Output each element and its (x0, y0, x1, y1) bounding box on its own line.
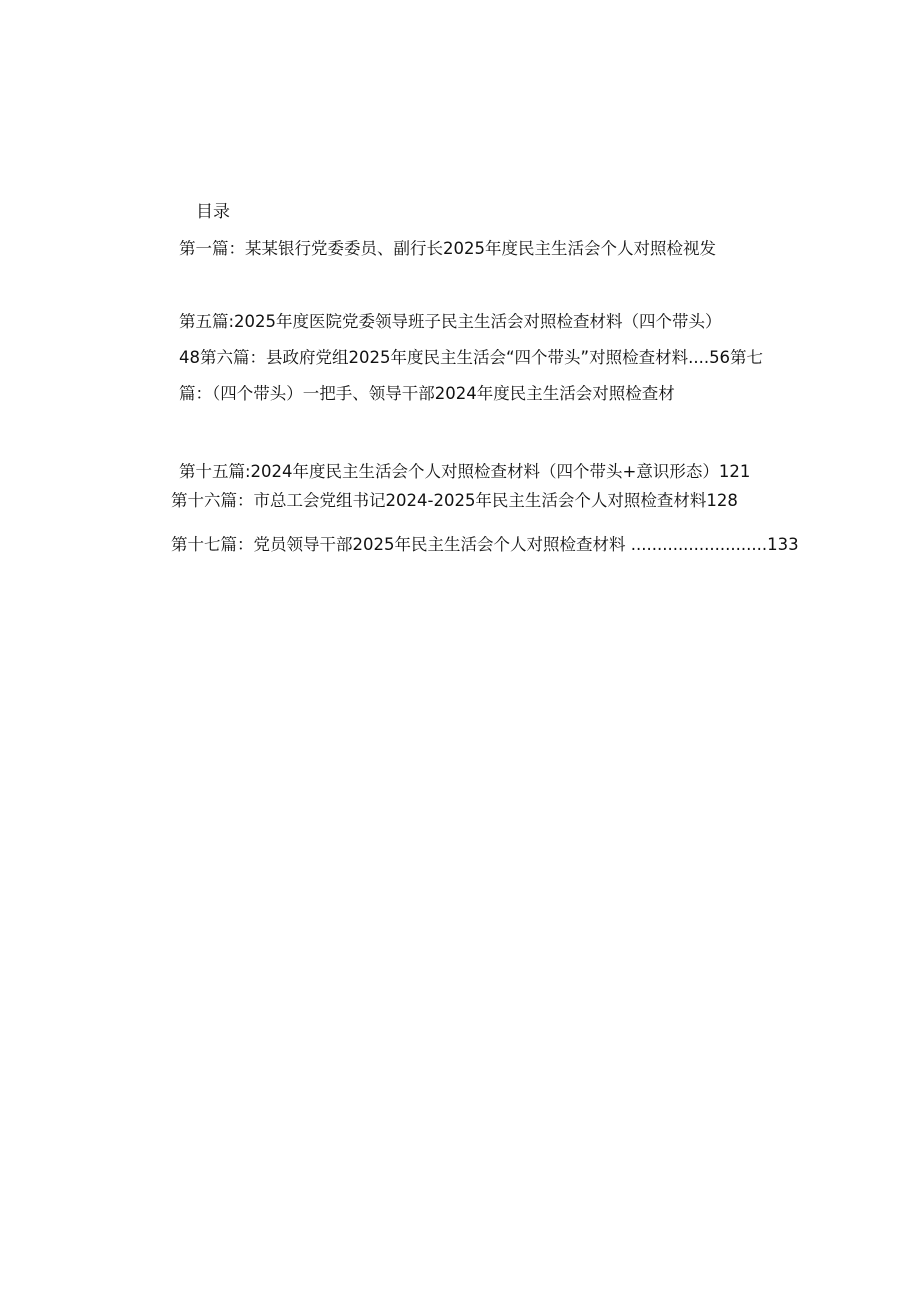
toc-entry-1[interactable]: 第一篇：某某银行党委委员、副行长2025年度民主生活会个人对照检视发 (179, 239, 716, 258)
toc-entry-15[interactable]: 第十五篇:2024年度民主生活会个人对照检查材料（四个带头+意识形态）121 (179, 462, 751, 481)
toc-entry-17[interactable]: 第十七篇：党员领导干部2025年民主生活会个人对照检查材料 ..........................133 (171, 535, 799, 554)
toc-entry-16[interactable]: 第十六篇：市总工会党组书记2024-2025年民主生活会个人对照检查材料128 (171, 491, 738, 510)
toc-entry-5[interactable]: 第五篇:2025年度医院党委领导班子民主生活会对照检查材料（四个带头） (179, 312, 722, 331)
toc-title: 目录 (196, 202, 230, 222)
toc-entry-7[interactable]: 篇：（四个带头）一把手、领导干部2024年度民主生活会对照检查材 (179, 384, 675, 403)
toc-entry-6[interactable]: 48第六篇：县政府党组2025年度民主生活会“四个带头”对照检查材料....56第七 (179, 348, 764, 367)
